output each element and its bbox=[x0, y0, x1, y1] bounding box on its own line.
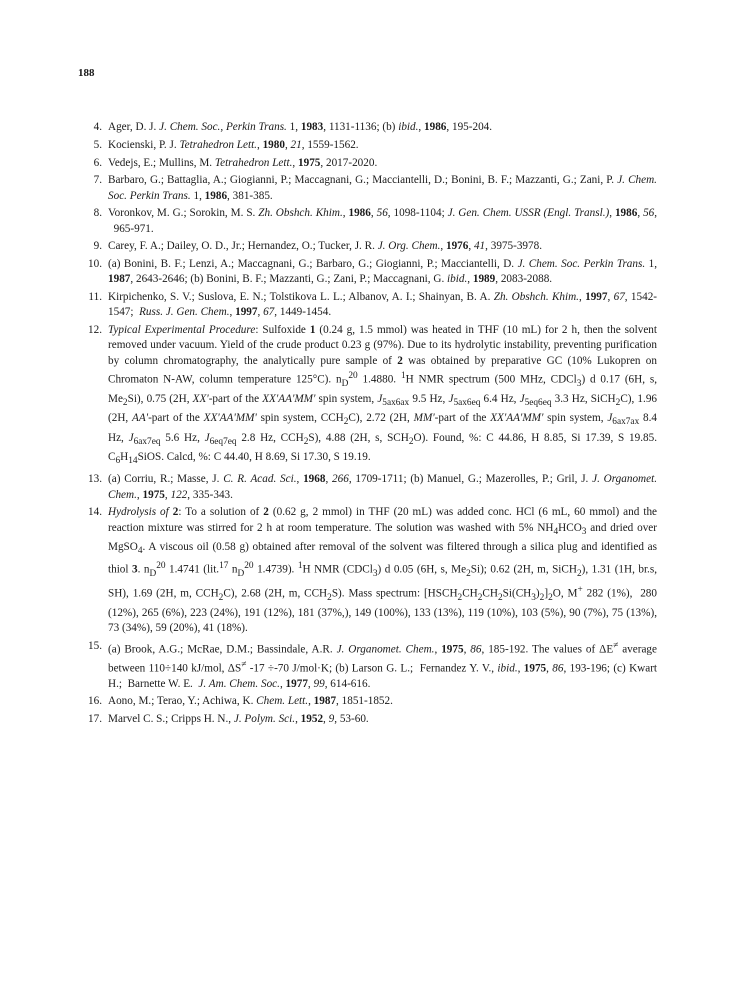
reference-item bbox=[82, 639, 657, 692]
reference-text: Voronkov, M. G.; Sorokin, M. S. Zh. Obshch. Khim., 1986, 56, 1098-1104; J. Gen. Chem. USSR (Engl. Transl.), 1986, 56, 965-971. bbox=[108, 207, 658, 235]
reference-number: 7. bbox=[93, 174, 102, 187]
reference-number: 13. bbox=[88, 473, 102, 486]
reference-text: Kocienski, P. J. Tetrahedron Lett., 1980, 21, 1559-1562. bbox=[108, 138, 359, 151]
reference-text: Ager, D. J. J. Chem. Soc., Perkin Trans. 1, 1983, 1131-1136; (b) ibid., 1986, 195-204. bbox=[108, 121, 493, 133]
reference-number: 15. bbox=[88, 639, 102, 652]
page-number: 188 bbox=[78, 67, 95, 79]
reference-item bbox=[82, 156, 657, 171]
reference-item bbox=[82, 290, 657, 320]
reference-number: 10. bbox=[88, 258, 102, 271]
reference-text: Barbaro, G.; Battaglia, A.; Giogianni, P.; Maccagnani, G.; Macciantelli, D.; Bonini, B. F.; Mazzanti, G.; Zani, P. J. Chem. Soc. Perkin Trans. 1, 1986, 381-385. bbox=[108, 174, 657, 202]
reference-item bbox=[82, 239, 657, 254]
reference-text: Aono, M.; Terao, Y.; Achiwa, K. Chem. Lett., 1987, 1851-1852. bbox=[108, 695, 393, 708]
reference-list bbox=[82, 120, 657, 730]
reference-number: 11. bbox=[88, 291, 102, 304]
reference-item bbox=[82, 323, 657, 470]
reference-number: 14. bbox=[88, 506, 102, 519]
reference-text: Vedejs, E.; Mullins, M. Tetrahedron Lett., 1975, 2017-2020. bbox=[108, 156, 378, 169]
reference-item bbox=[82, 138, 657, 153]
reference-item bbox=[82, 206, 657, 236]
reference-number: 12. bbox=[88, 324, 102, 337]
reference-item bbox=[82, 173, 657, 203]
reference-item bbox=[82, 505, 657, 636]
reference-item bbox=[82, 694, 657, 709]
reference-text: (a) Brook, A.G.; McRae, D.M.; Bassindale, A.R. J. Organomet. Chem., 1975, 86, 185-192. The values of ΔE≠ average between 110÷140 kJ/mol, ΔS≠ -17 ÷-70 J/mol·K; (b) Larson G. L.; Fernandez Y. V., ibid., 1975, 86, 193-196; (c) Kwart H.; Barnette W. E. J. Am. Chem. Soc., 1977, 99, 614-616. bbox=[108, 640, 658, 690]
reference-number: 8. bbox=[93, 207, 102, 220]
reference-text: Kirpichenko, S. V.; Suslova, E. N.; Tolstikova L. L.; Albanov, A. I.; Shainyan, B. A. Zh. Obshch. Khim., 1997, 67, 1542-1547; Russ. J. Gen. Chem., 1997, 67, 1449-1454. bbox=[108, 291, 658, 319]
reference-item bbox=[82, 257, 657, 287]
reference-item bbox=[82, 120, 657, 135]
reference-text: (a) Corriu, R.; Masse, J. C. R. Acad. Sci., 1968, 266, 1709-1711; (b) Manuel, G.; Mazerolles, P.; Gril, J. J. Organomet. Chem., 1975, 122, 335-343. bbox=[108, 473, 658, 501]
reference-item bbox=[82, 472, 657, 502]
reference-number: 5. bbox=[93, 138, 102, 151]
reference-text: Marvel C. S.; Cripps H. N., J. Polym. Sci., 1952, 9, 53-60. bbox=[108, 713, 369, 726]
reference-item bbox=[82, 712, 657, 727]
reference-text: Hydrolysis of 2: To a solution of 2 (0.62 g, 2 mmol) in THF (20 mL) was added conc. HCl (6 mL, 60 mmol) and the reaction mixture was stirred for 2 h at room temperature. The solution was washed with 5% $NH_4HCO_3$ and dried over MgSO$_4$. A viscous oil (0.58 g) obtained after removal of the solvent was filtered through a silica plug and identified as thiol 3. $n_D^{20}$ 1.4741 (lit.$^{17}$ $n_D^{20}$ 1.4739). $^1$H NMR (CDCl$_3$) d 0.05 (6H, s, $Me_2Si$); 0.62 (2H, m, SiCH$_2$), 1.31 (1H, br.s, SH), 1.69 (2H, m, $CCH_2C$), 2.68 (2H, m, $CCH_2S$). Mass spectrum: $[HSCH_2CH_2CH_2Si(CH_3)_2]_2O$, M+ 282 (1%), 280 (12%), 265 (6%), 223 (24%), 191 (12%), 181 (37%,), 149 (100%), 133 (13%), 119 (10%), 103 (5%), 90 (7%), 75 (13%), 73 (34%), 59 (20%), 41 (18%). bbox=[108, 506, 658, 634]
reference-text: Carey, F. A.; Dailey, O. D., Jr.; Hernandez, O.; Tucker, J. R. J. Org. Chem., 1976, 41, 3975-3978. bbox=[108, 240, 543, 253]
reference-number: 4. bbox=[93, 121, 102, 133]
reference-number: 6. bbox=[93, 156, 102, 169]
reference-number: 17. bbox=[88, 713, 102, 726]
reference-number: 16. bbox=[88, 695, 102, 708]
reference-text: (a) Bonini, B. F.; Lenzi, A.; Maccagnani, G.; Barbaro, G.; Giogianni, P.; Macciantelli, D. J. Chem. Soc. Perkin Trans. 1, 1987, 2643-2646; (b) Bonini, B. F.; Mazzanti, G.; Zani, P.; Maccagnani, G. ibid., 1989, 2083-2088. bbox=[108, 258, 658, 286]
reference-number: 9. bbox=[93, 240, 102, 253]
reference-text: Typical Experimental Procedure: Sulfoxide 1 (0.24 g, 1.5 mmol) was heated in THF (10 mL) for 2 h, then the solvent removed under vacuum. Yield of the crude product 0.23 g (97%). Due to its hydrolytic instability, preventing purification by column chromatography, the analytically pure sample of 2 was obtained by preparative GC (10% Lukopren on Chromaton N-AW, column temperature 125°C). $n_D^{20}$ 1.4880. $^1$H NMR spectrum (500 MHz, CDCl$_3$) d 0.17 (6H, s, $Me_2Si$), 0.75 (2H, XX'-part of the XX'AA'MM' spin system, $J_{5ax6ax}$ 9.5 Hz, $J_{5ax6eq}$ 6.4 Hz, $J_{5eq6eq}$ 3.3 Hz, SiCH$_2$C), 1.96 (2H, AA'-part of the XX'AA'MM' spin system, $CCH_2C$), 2.72 (2H, MM'-part of the XX'AA'MM' spin system, $J_{6ax7ax}$ 8.4 Hz, $J_{6ax7eq}$ 5.6 Hz, $J_{6eq7eq}$ 2.8 Hz, $CCH_2S$), 4.88 (2H, s, $SCH_2O$). Found, %: C 44.86, H 8.85, Si 17.39, S 19.85. $C_6H_{14}SiOS$. Calcd, %: C 44.40, H 8.69, Si 17.30, S 19.19. bbox=[108, 324, 658, 467]
